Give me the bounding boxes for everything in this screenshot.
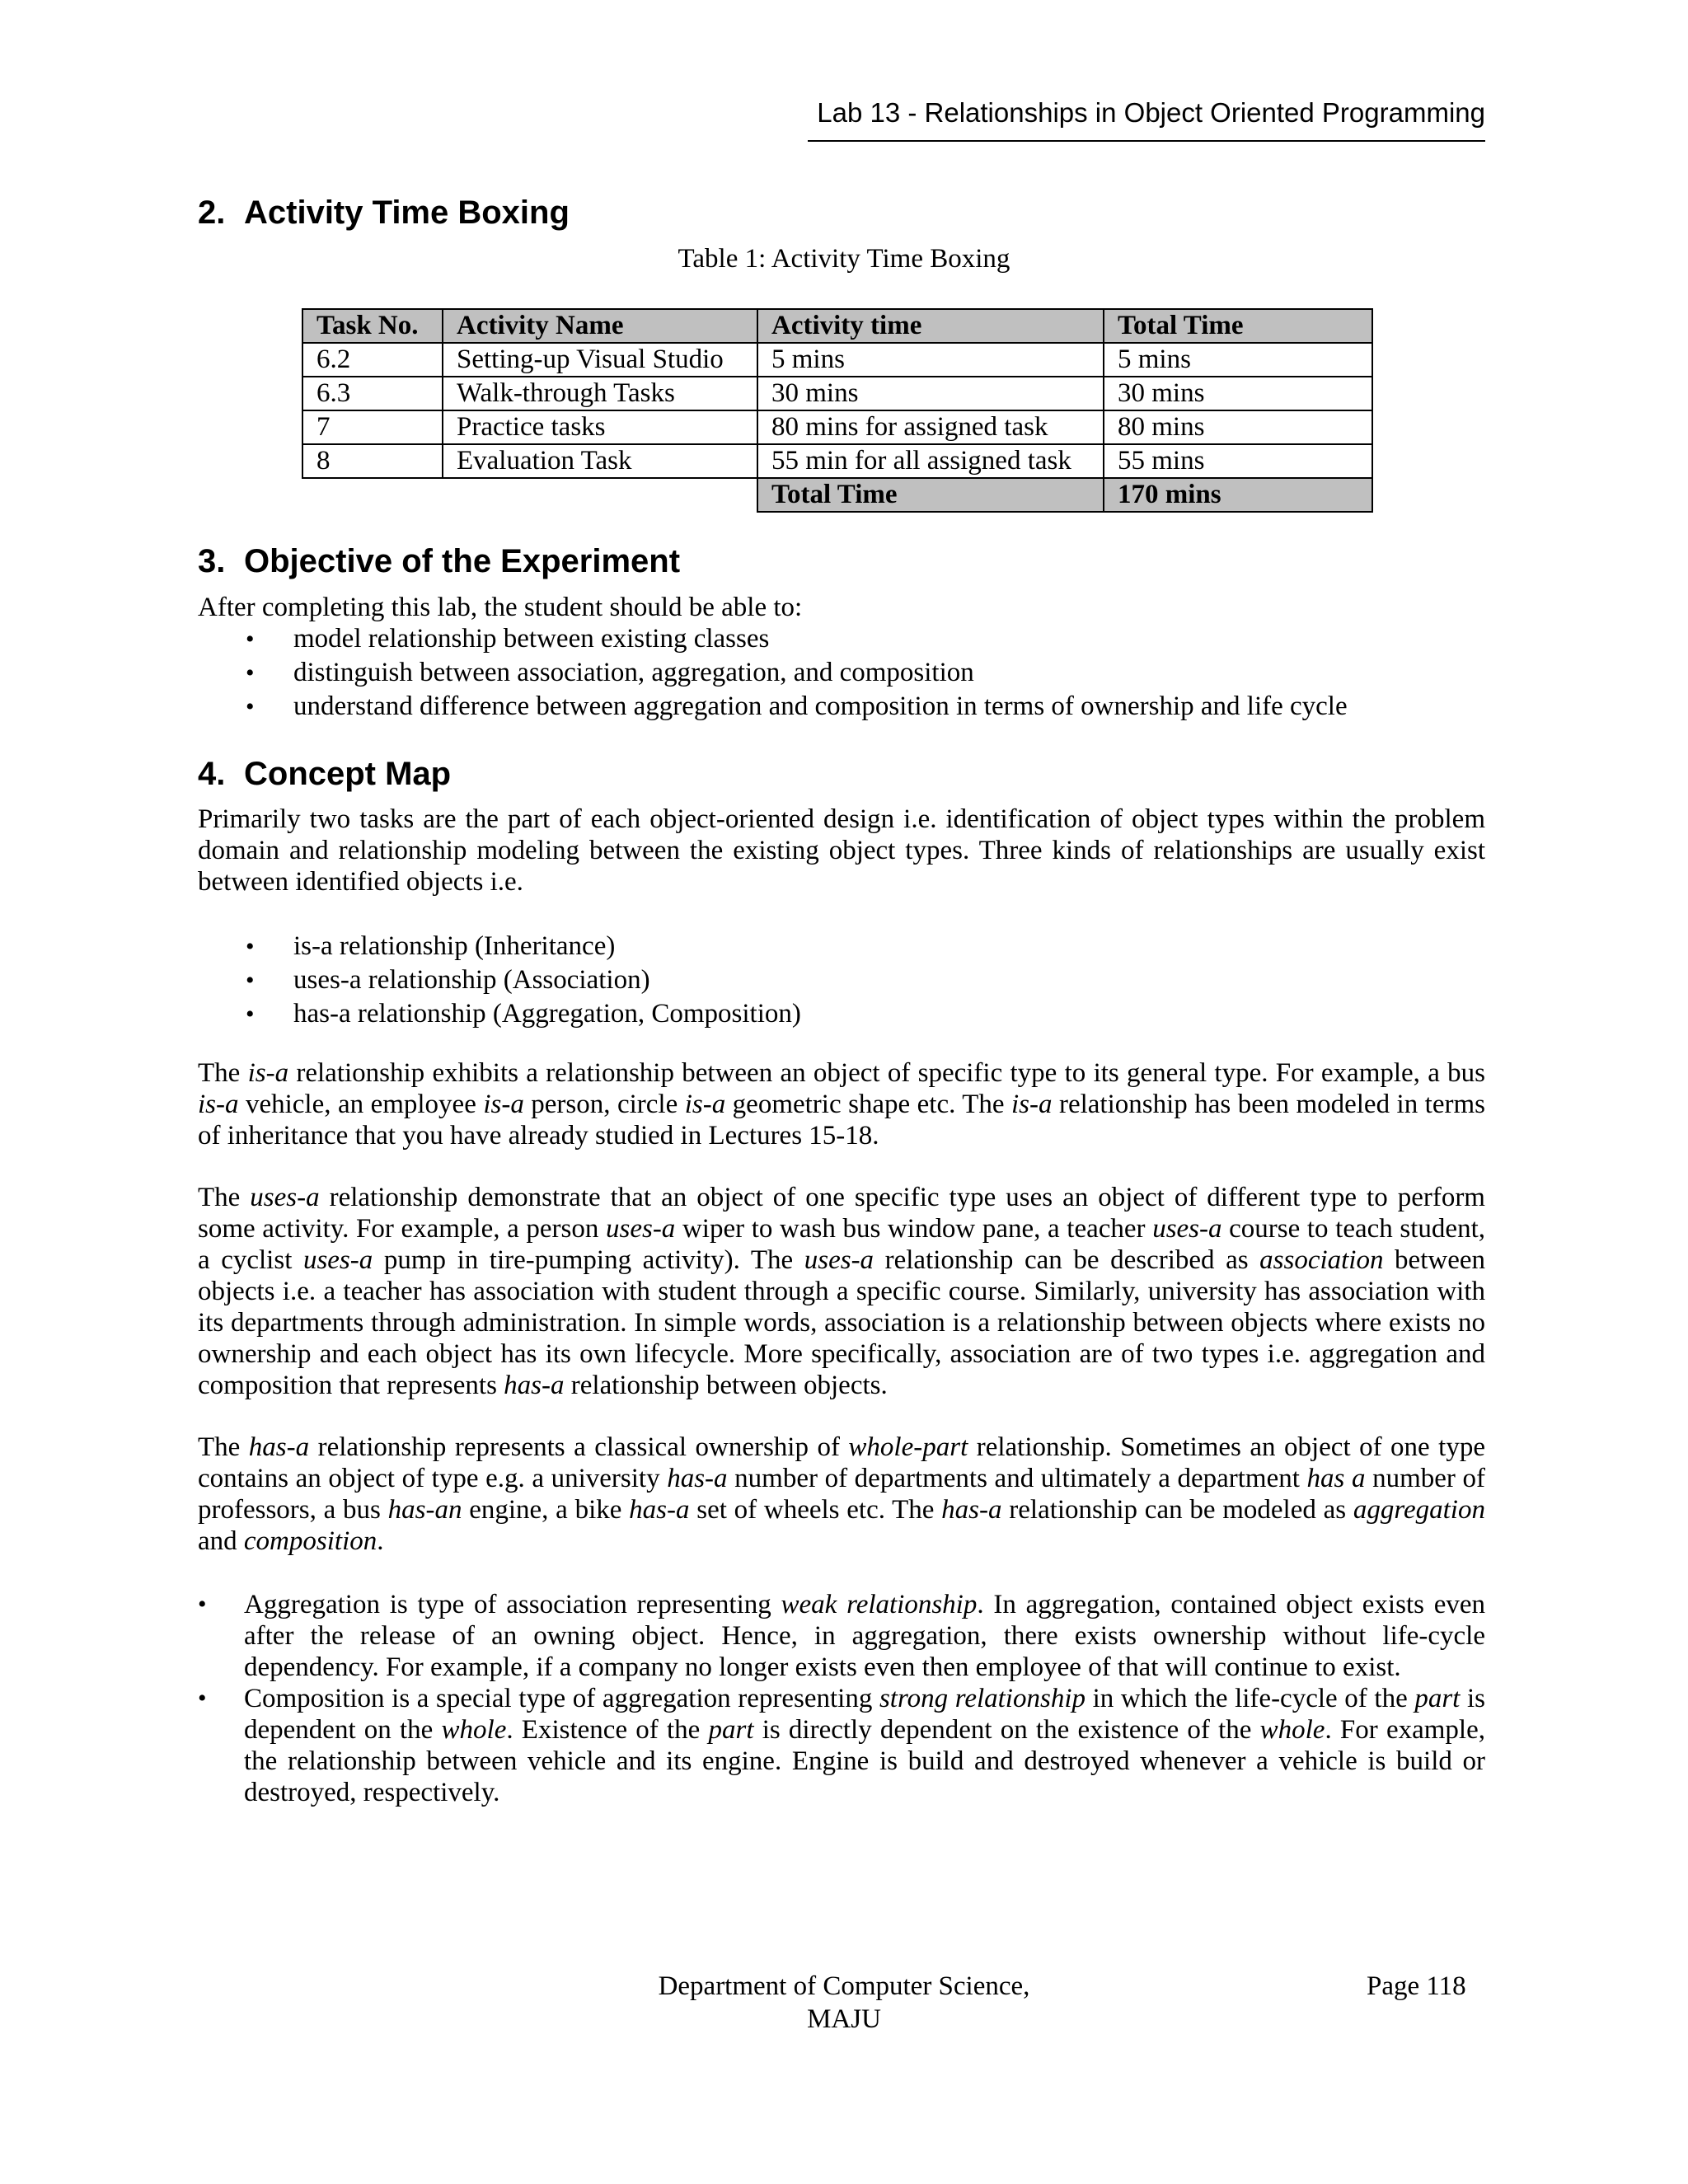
- table-cell: 6.3: [302, 377, 443, 410]
- table-cell: 80 mins: [1104, 410, 1372, 444]
- italic-term: has-an: [387, 1495, 462, 1525]
- italic-term: uses-a: [250, 1183, 320, 1212]
- text-run: person, circle: [523, 1090, 685, 1119]
- aggregation-text: [244, 1590, 1485, 1682]
- italic-term: part: [1414, 1684, 1461, 1713]
- text-run: The: [198, 1183, 251, 1212]
- bullet-icon: •: [246, 933, 255, 960]
- table-empty-cell: [302, 478, 443, 512]
- table-row: [302, 444, 1372, 478]
- text-run: is directly dependent on the existence of the: [753, 1715, 1260, 1745]
- list-item: [246, 930, 801, 963]
- concept-map-intro: Primarily two tasks are the part of each object-oriented design i.e. identification of object types within the problem domain and relationship modeling between the existing object types. Three kinds of relationships are usually exist between identified objects i.e.: [198, 804, 1485, 897]
- bullet-icon: •: [246, 693, 255, 720]
- column-header-task-no: Task No.: [302, 309, 443, 343]
- italic-term: has-a: [248, 1432, 310, 1462]
- column-header-activity-name: Activity Name: [443, 309, 757, 343]
- list-item: [246, 622, 1348, 656]
- text-run: set of wheels etc. The: [689, 1495, 942, 1525]
- table-cell: 55 mins: [1104, 444, 1372, 478]
- text-run: relationship represents a classical ownership of: [309, 1432, 849, 1462]
- text-run: engine, a bike: [462, 1495, 630, 1525]
- bullet-icon: •: [198, 1591, 207, 1618]
- text-run: relationship can be modeled as: [1001, 1495, 1353, 1525]
- section-heading-activity-time-boxing: [198, 194, 570, 232]
- italic-term: whole: [1259, 1715, 1325, 1745]
- text-run: geometric shape etc. The: [725, 1090, 1012, 1119]
- text-run: number of departments and ultimately a department: [727, 1464, 1307, 1493]
- italic-term: is-a: [198, 1090, 239, 1119]
- text-run: relationship demonstrate that an object of one specific type uses an object of different type to perform some activity. For example, a person: [198, 1183, 1485, 1244]
- text-run: The: [198, 1432, 249, 1462]
- bullet-icon: •: [246, 626, 255, 653]
- table-cell: 5 mins: [757, 343, 1104, 377]
- italic-term: weak relationship: [781, 1590, 978, 1619]
- text-run: between objects i.e. a teacher has association with student through a specific course. Similarly, university has association with its departments through administration. In simple words, association is a relationship between objects where exists no ownership and each object has its own lifecycle. More specifically, association are of two types i.e. aggregation and composition that represents: [198, 1245, 1485, 1400]
- total-time-label: Total Time: [757, 478, 1104, 512]
- italic-term: has-a: [629, 1495, 690, 1525]
- aggregation-bullet-item: [198, 1589, 1485, 1683]
- italic-term: is-a: [483, 1090, 524, 1119]
- list-item-text: is-a relationship (Inheritance): [293, 931, 616, 961]
- section-heading-concept-map: [198, 756, 451, 793]
- table-cell: Evaluation Task: [443, 444, 757, 478]
- has-a-paragraph: [198, 1432, 1485, 1557]
- table-row: [302, 377, 1372, 410]
- bullet-icon: •: [246, 967, 255, 994]
- table-cell: 7: [302, 410, 443, 444]
- italic-term: has-a: [941, 1495, 1002, 1525]
- text-run: relationship exhibits a relationship between an object of specific type to its general type. For example, a bus: [288, 1058, 1485, 1088]
- text-run: number of professors, a bus: [198, 1464, 1485, 1525]
- text-run: vehicle, an employee: [238, 1090, 484, 1119]
- relationship-list: [246, 930, 801, 1031]
- italic-term: whole: [441, 1715, 507, 1745]
- bullet-icon: •: [246, 659, 255, 687]
- composition-bullet-item: [198, 1683, 1485, 1808]
- italic-term: whole-part: [848, 1432, 968, 1462]
- table-cell: 8: [302, 444, 443, 478]
- text-run: . Existence of the: [506, 1715, 709, 1745]
- text-run: in which the life-cycle of the: [1085, 1684, 1415, 1713]
- section-title: Concept Map: [244, 756, 452, 792]
- section-number: 3.: [198, 543, 226, 579]
- table-cell: 55 min for all assigned task: [757, 444, 1104, 478]
- italic-term: association: [1259, 1245, 1384, 1275]
- italic-term: composition: [243, 1526, 377, 1556]
- list-item-text: has-a relationship (Aggregation, Composition): [293, 999, 801, 1029]
- text-run: relationship can be described as: [874, 1245, 1260, 1275]
- footer-page-number: Page 118: [1367, 1971, 1466, 2001]
- italic-term: has-a: [504, 1371, 565, 1400]
- text-run: . For example, the relationship between vehicle and its engine. Engine is build and destroyed whenever a vehicle is build or destroyed, respectively.: [244, 1715, 1485, 1807]
- table-header-row: [302, 309, 1372, 343]
- table-cell: Walk-through Tasks: [443, 377, 757, 410]
- text-run: course to teach student, a cyclist: [198, 1214, 1485, 1275]
- table-cell: Setting-up Visual Studio: [443, 343, 757, 377]
- list-item-text: uses-a relationship (Association): [293, 965, 650, 995]
- list-item: [246, 997, 801, 1031]
- footer-department-line1: Department of Computer Science,: [658, 1971, 1030, 2001]
- table-cell: 5 mins: [1104, 343, 1372, 377]
- italic-term: is-a: [684, 1090, 726, 1119]
- text-run: Aggregation is type of association representing: [244, 1590, 781, 1619]
- table-row: [302, 343, 1372, 377]
- italic-term: has-a: [667, 1464, 728, 1493]
- table-row: [302, 410, 1372, 444]
- text-run: relationship between objects.: [564, 1371, 888, 1400]
- objective-intro: After completing this lab, the student should be able to:: [198, 593, 803, 622]
- column-header-total-time: Total Time: [1104, 309, 1372, 343]
- list-item-text: understand difference between aggregation and composition in terms of ownership and life cycle: [293, 691, 1348, 721]
- table-cell: 6.2: [302, 343, 443, 377]
- italic-term: is-a: [1011, 1090, 1053, 1119]
- italic-term: uses-a: [302, 1245, 373, 1275]
- table-cell: 30 mins: [1104, 377, 1372, 410]
- section-title: Activity Time Boxing: [244, 194, 570, 231]
- italic-term: uses-a: [605, 1214, 676, 1244]
- column-header-activity-time: Activity time: [757, 309, 1104, 343]
- table-cell: Practice tasks: [443, 410, 757, 444]
- uses-a-paragraph: [198, 1182, 1485, 1401]
- text-run: wiper to wash bus window pane, a teacher: [675, 1214, 1153, 1244]
- list-item: [246, 656, 1348, 690]
- italic-term: uses-a: [1152, 1214, 1222, 1244]
- text-run: .: [377, 1526, 384, 1556]
- table-cell: 30 mins: [757, 377, 1104, 410]
- footer-department-line2: MAJU: [807, 2004, 881, 2034]
- bullet-icon: •: [198, 1685, 207, 1712]
- text-run: Composition is a special type of aggregation representing: [244, 1684, 879, 1713]
- text-run: The: [198, 1058, 248, 1088]
- composition-text: [244, 1684, 1485, 1807]
- table-caption: Table 1: Activity Time Boxing: [678, 244, 1010, 274]
- text-run: pump in tire-pumping activity). The: [373, 1245, 804, 1275]
- list-item: [246, 963, 801, 997]
- running-header: Lab 13 - Relationships in Object Oriented Programming: [808, 97, 1485, 142]
- is-a-paragraph: [198, 1057, 1485, 1151]
- text-run: is dependent on the: [244, 1684, 1485, 1745]
- table-body: [302, 343, 1372, 512]
- text-run: relationship. Sometimes an object of one type contains an object of type e.g. a university: [198, 1432, 1485, 1493]
- total-time-value: 170 mins: [1104, 478, 1372, 512]
- list-item-text: model relationship between existing classes: [293, 624, 770, 654]
- italic-term: part: [708, 1715, 754, 1745]
- bullet-icon: •: [246, 1001, 255, 1028]
- italic-term: uses-a: [804, 1245, 874, 1275]
- objective-list: [246, 622, 1348, 724]
- italic-term: aggregation: [1353, 1495, 1485, 1525]
- list-item-text: distinguish between association, aggregation, and composition: [293, 658, 974, 687]
- section-number: 4.: [198, 756, 226, 792]
- activity-time-table: [302, 308, 1373, 513]
- italic-term: has a: [1306, 1464, 1366, 1493]
- text-run: relationship has been modeled in terms of inheritance that you have already studied in Lectures 15-18.: [198, 1090, 1485, 1151]
- table-empty-cell: [443, 478, 757, 512]
- italic-term: strong relationship: [879, 1684, 1085, 1713]
- table-cell: 80 mins for assigned task: [757, 410, 1104, 444]
- text-run: and: [198, 1526, 244, 1556]
- section-heading-objective: [198, 543, 680, 580]
- section-number: 2.: [198, 194, 226, 231]
- italic-term: is-a: [247, 1058, 289, 1088]
- list-item: [246, 690, 1348, 724]
- table-total-row: [302, 478, 1372, 512]
- text-run: . In aggregation, contained object exists even after the release of an owning object. Hence, in aggregation, there exists ownership without life-cycle dependency. For example, if a company no longer exists even then employee of that will continue to exist.: [244, 1590, 1485, 1682]
- section-title: Objective of the Experiment: [244, 543, 681, 579]
